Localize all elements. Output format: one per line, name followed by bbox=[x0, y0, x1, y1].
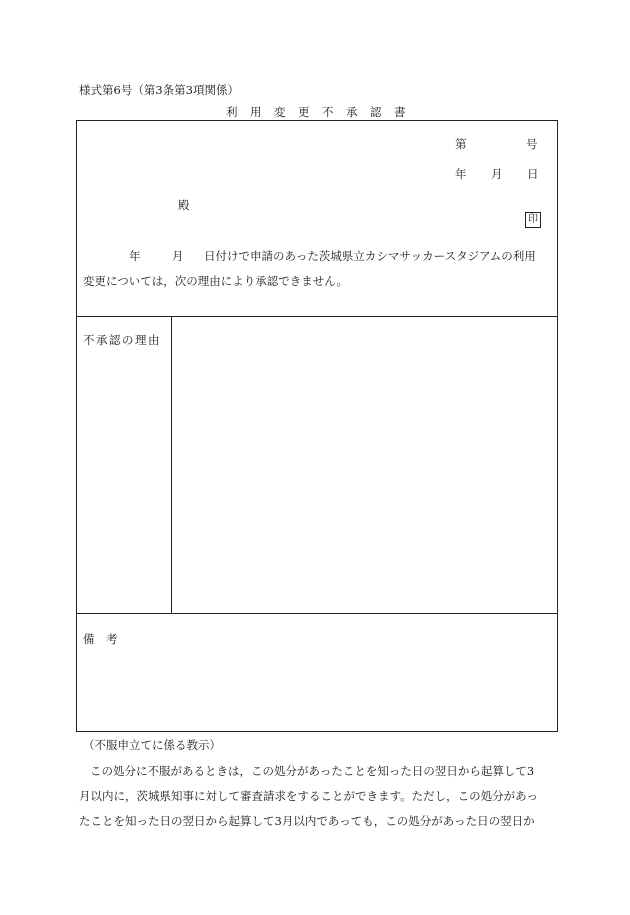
reason-label: 不承認の理由 bbox=[83, 333, 161, 347]
body-year: 年 bbox=[129, 249, 141, 263]
notice-text bbox=[79, 759, 559, 834]
reason-column-divider bbox=[171, 316, 172, 613]
addressee-suffix: 殿 bbox=[178, 198, 190, 212]
seal-mark: 印 bbox=[525, 212, 541, 228]
form-number: 様式第6号（第3条第3項関係） bbox=[79, 83, 239, 97]
header-divider bbox=[76, 316, 558, 317]
body-line-2: 変更については，次の理由により承認できません。 bbox=[83, 274, 348, 288]
form-table bbox=[76, 120, 558, 732]
approval-body bbox=[83, 244, 553, 294]
notice-line-2: 月以内に，茨城県知事に対して審査請求をすることができます。ただし，この処分があっ bbox=[79, 789, 538, 803]
body-month: 月 bbox=[172, 249, 184, 263]
body-line-1: 日付けで申請のあった茨城県立カシマサッカースタジアムの利用 bbox=[204, 249, 536, 263]
reason-divider bbox=[76, 613, 558, 614]
date-day: 日 bbox=[527, 167, 539, 181]
number-prefix: 第 bbox=[455, 137, 467, 151]
date-month: 月 bbox=[491, 167, 503, 181]
notice-heading: （不服申立てに係る教示） bbox=[83, 738, 221, 752]
notice-line-3: たことを知った日の翌日から起算して3月以内であっても，この処分があった日の翌日か bbox=[79, 814, 535, 828]
notice-line-1: この処分に不服があるときは，この処分があったことを知った日の翌日から起算して3 bbox=[90, 764, 535, 778]
date-year: 年 bbox=[455, 167, 467, 181]
document-title: 利 用 変 更 不 承 認 書 bbox=[226, 105, 406, 119]
remarks-label: 備 考 bbox=[83, 632, 118, 646]
number-suffix: 号 bbox=[526, 137, 538, 151]
